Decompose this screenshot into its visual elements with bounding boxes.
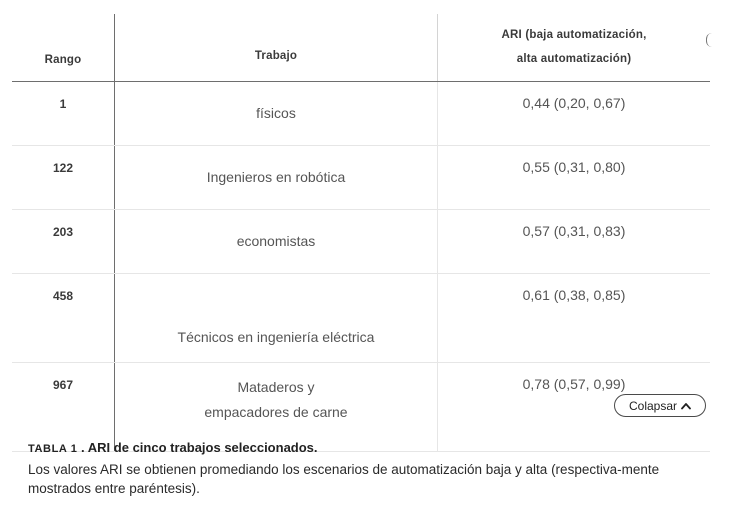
header-ari (438, 14, 711, 82)
job-line: Mataderos y (237, 379, 315, 395)
collapse-button-label: Colapsar (628, 398, 678, 413)
ari-cell: 0,44 (0,20, 0,67) (438, 82, 711, 146)
ari-cell: 0,78 (0,57, 0,99) (438, 363, 711, 452)
ari-table (12, 14, 710, 452)
ari-table-container (12, 14, 708, 452)
table-row (12, 363, 710, 452)
caption-title-text: ARI de cinco trabajos seleccionados. (87, 440, 318, 455)
rank-cell: 967 (12, 363, 115, 452)
header-job: Trabajo (115, 14, 438, 82)
job-line: físicos (256, 105, 296, 121)
table-header-row (12, 14, 710, 82)
rank-cell: 1 (12, 82, 115, 146)
job-cell (115, 210, 438, 274)
rank-cell: 122 (12, 146, 115, 210)
header-ari-line2: alta automatización) (516, 53, 632, 65)
chevron-up-icon (681, 402, 691, 410)
job-line: economistas (236, 233, 316, 249)
job-line: Ingenieros en robótica (206, 169, 346, 185)
caption-label: TABLA 1 (28, 443, 78, 455)
job-line: Técnicos en ingeniería eléctrica (177, 329, 375, 345)
table-row (12, 274, 710, 363)
table-row (12, 146, 710, 210)
job-cell (115, 146, 438, 210)
ari-cell: 0,57 (0,31, 0,83) (438, 210, 711, 274)
job-cell (115, 363, 438, 452)
job-line: empacadores de carne (204, 404, 348, 420)
collapse-button[interactable] (614, 394, 706, 417)
rank-cell: 458 (12, 274, 115, 363)
table-caption (28, 440, 688, 498)
scroll-edge-indicator (706, 33, 713, 47)
caption-separator: . (77, 440, 88, 455)
job-cell (115, 274, 438, 363)
ari-cell: 0,61 (0,38, 0,85) (438, 274, 711, 363)
ari-cell: 0,55 (0,31, 0,80) (438, 146, 711, 210)
caption-title (28, 440, 688, 455)
header-rank: Rango (12, 14, 115, 82)
table-row (12, 210, 710, 274)
job-cell (115, 82, 438, 146)
header-ari-line1: ARI (baja automatización, (501, 29, 647, 41)
rank-cell: 203 (12, 210, 115, 274)
table-row (12, 82, 710, 146)
caption-text: Los valores ARI se obtienen promediando los escenarios de automatización baja y alta (respectiva-mente mostrados entre paréntesis). (28, 462, 660, 496)
